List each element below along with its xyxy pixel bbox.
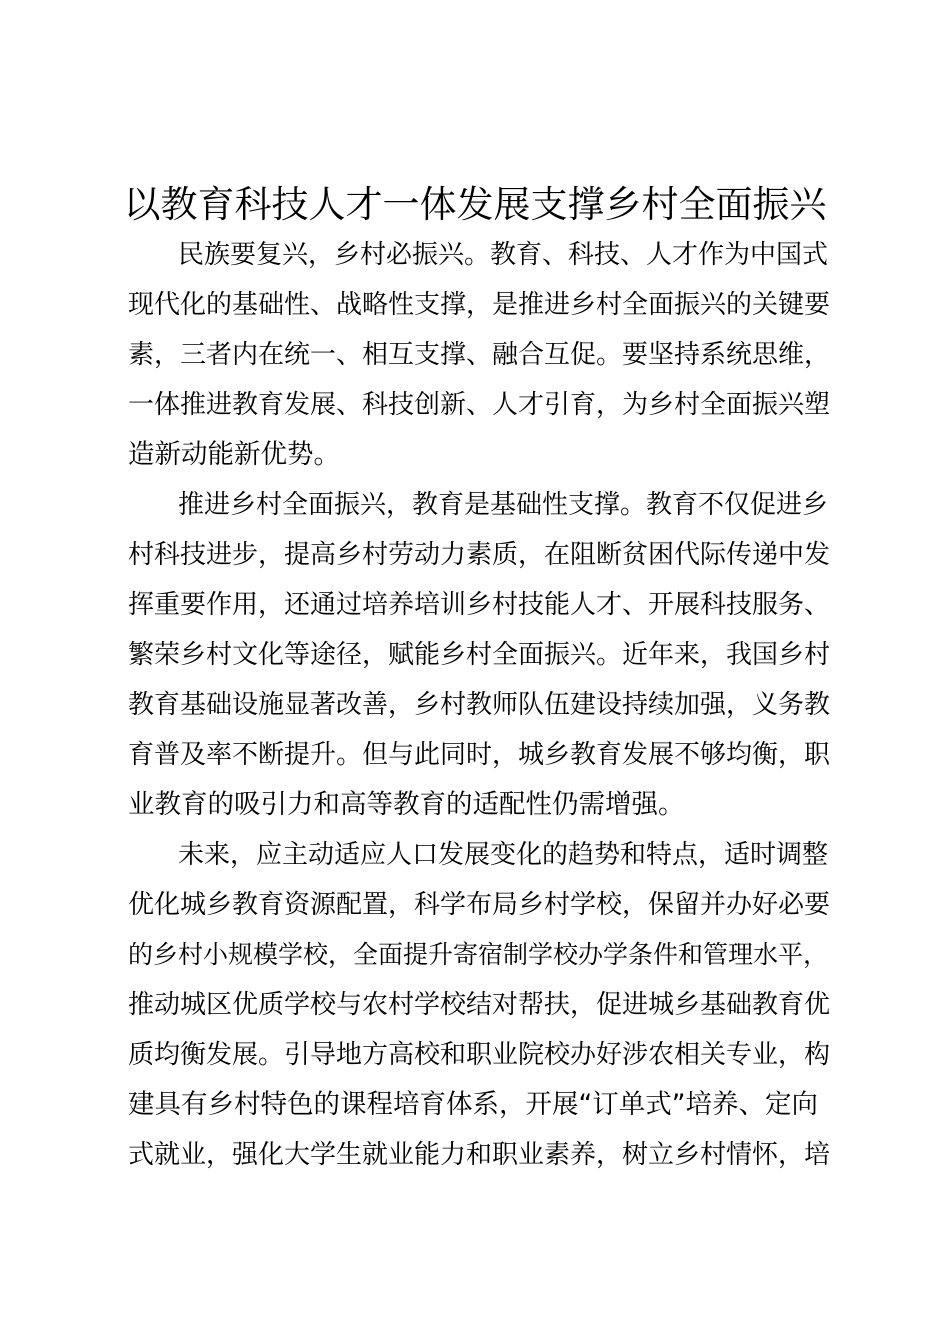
text-line: 造新动能新优势。: [128, 439, 340, 470]
text-line: 业教育的吸引力和高等教育的适配性仍需增强。: [128, 789, 685, 820]
text-line: 的乡村小规模学校，全面提升寄宿制学校办学条件和管理水平，: [128, 940, 829, 969]
text-line: 挥重要作用，还通过培养培训乡村技能人才、开展科技服务、: [128, 590, 831, 620]
text-line: 教育基础设施显著改善，乡村教师队伍建设持续加强，义务教: [128, 690, 831, 720]
text-line: 一体推进教育发展、科技创新、人才引育，为乡村全面振兴塑: [128, 390, 831, 420]
text-line: 式就业，强化大学生就业能力和职业素养，树立乡村情怀，培: [128, 1140, 831, 1170]
text-line: 质均衡发展。引导地方高校和职业院校办好涉农相关专业，构: [128, 1040, 831, 1070]
text-line: 优化城乡教育资源配置，科学布局乡村学校，保留并办好必要: [128, 890, 831, 920]
text-line: 素，三者内在统一、相互支撑、融合互促。要坚持系统思维，: [128, 340, 831, 370]
text-line: 育普及率不断提升。但与此同时，城乡教育发展不够均衡，职: [128, 740, 831, 770]
text-line: 推进乡村全面振兴，教育是基础性支撑。教育不仅促进乡: [178, 490, 829, 520]
text-line: 繁荣乡村文化等途径，赋能乡村全面振兴。近年来，我国乡村: [128, 640, 831, 670]
text-line: 村科技进步，提高乡村劳动力素质，在阻断贫困代际传递中发: [128, 540, 831, 570]
text-line: 民族要复兴，乡村必振兴。教育、科技、人才作为中国式: [178, 240, 829, 270]
text-line: 未来，应主动适应人口发展变化的趋势和特点，适时调整: [178, 840, 829, 870]
document-title: 以教育科技人才一体发展支撑乡村全面振兴: [123, 183, 827, 226]
text-line: 现代化的基础性、战略性支撑，是推进乡村全面振兴的关键要: [128, 290, 831, 320]
text-line: 建具有乡村特色的课程培育体系，开展“订单式”培养、定向: [128, 1089, 818, 1120]
text-line: 推动城区优质学校与农村学校结对帮扶，促进城乡基础教育优: [128, 990, 831, 1020]
